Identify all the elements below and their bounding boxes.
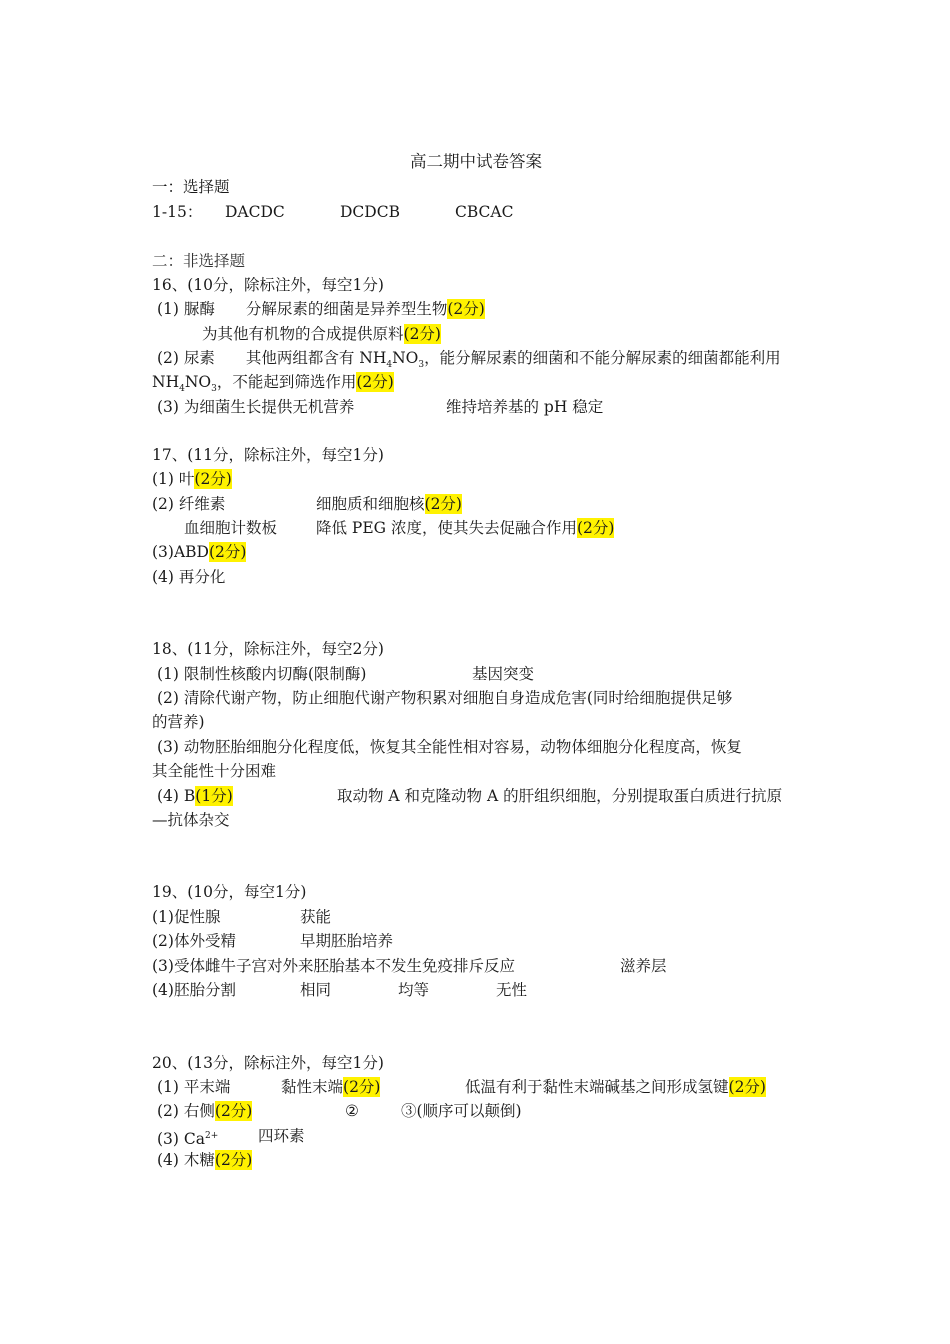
score-highlight: (2分) — [576, 519, 615, 537]
q20-part1: (1) 平末端 黏性末端(2分) 低温有利于黏性末端碱基之间形成氢键(2分) — [157, 1078, 766, 1096]
q16-part3 — [157, 396, 604, 418]
section-heading-choice: 一：选择题 — [152, 178, 230, 196]
score-highlight: (2分) — [343, 1078, 381, 1096]
score-highlight: (2分) — [214, 1102, 253, 1120]
q19-part1: (1)促性腺 获能 — [152, 908, 332, 926]
q17-part2-line2: 血细胞计数板 降低 PEG 浓度，使其失去促融合作用(2分) — [184, 519, 615, 537]
q20-part4: (4) 木糖(2分) — [157, 1151, 253, 1169]
q16-part1 — [157, 298, 485, 320]
q16-part2-line2: $NH_4NO_3$，不能起到筛选作用(2分) — [152, 373, 394, 395]
score-highlight: (2分) — [208, 543, 247, 561]
score-highlight: (1分) — [195, 787, 233, 805]
q17-part3: (3)ABD(2分) — [152, 543, 247, 561]
score-highlight: (2分) — [214, 1151, 253, 1169]
q16-p1-answer-b: 为其他有机物的合成提供原料 — [202, 325, 404, 343]
q16-p3-answer-b: 维持培养基的 pH 稳定 — [446, 398, 604, 416]
q19-header: 19、(10分，每空1分) — [152, 883, 307, 901]
score-highlight: (2分) — [424, 495, 462, 513]
q20-part2: (2) 右侧(2分) ② ③(顺序可以颠倒) — [157, 1102, 522, 1120]
q17-part2: (2) 纤维素 细胞质和细胞核(2分) — [152, 495, 462, 513]
q18-part2-line2: 的营养) — [152, 713, 205, 731]
q16-header: 16、(10分，除标注外，每空1分) — [152, 276, 384, 294]
q16-p3-answer-a: (3) 为细菌生长提供无机营养 — [157, 398, 355, 416]
q18-part4-line2: —抗体杂交 — [152, 811, 230, 829]
choice-range-label: 1-15： — [152, 203, 203, 221]
q16-part1-line2 — [202, 323, 441, 345]
q18-part3-line2: 其全能性十分困难 — [152, 762, 277, 780]
q18-part3: (3) 动物胚胎细胞分化程度低，恢复其全能性相对容易，动物体细胞分化程度高，恢复 — [157, 738, 742, 756]
page-title: 高二期中试卷答案 — [410, 152, 542, 171]
score-highlight: (2分) — [356, 373, 394, 391]
q18-part1: (1) 限制性核酸内切酶(限制酶) 基因突变 — [157, 665, 535, 683]
q16-p2-label: (2) 尿素 — [157, 349, 215, 367]
q16-p1-answer-a: 分解尿素的细菌是异养型生物 — [245, 300, 448, 318]
q16-p2-text: 其他两组都含有 $NH_4NO_3$，能分解尿素的细菌和不能分解尿素的细菌都能利用 — [245, 349, 781, 371]
choice-group-1: DACDC — [225, 203, 285, 221]
q19-part3: (3)受体雌牛子宫对外来胚胎基本不发生免疫排斥反应 滋养层 — [152, 957, 667, 975]
score-highlight: (2分) — [728, 1078, 766, 1096]
choice-answers — [152, 201, 852, 223]
q17-part4: (4) 再分化 — [152, 568, 226, 586]
score-highlight: (2分) — [447, 300, 485, 318]
q17-part1: (1) 叶(2分) — [152, 470, 232, 488]
section-heading-nonchoice: 二：非选择题 — [152, 252, 246, 270]
choice-group-3: CBCAC — [455, 203, 514, 221]
q18-part2: (2) 清除代谢产物，防止细胞代谢产物积累对细胞自身造成危害(同时给细胞提供足够 — [157, 689, 733, 707]
q17-header: 17、(11分，除标注外，每空1分) — [152, 446, 384, 464]
choice-group-2: DCDCB — [340, 203, 400, 221]
score-highlight: (2分) — [194, 470, 232, 488]
q19-part2: (2)体外受精 早期胚胎培养 — [152, 932, 394, 950]
q20-part3: (3) $Ca^{2+}$ 四环素 — [157, 1127, 305, 1149]
score-highlight: (2分) — [403, 325, 441, 343]
q16-p1-label: (1) 脲酶 — [157, 300, 215, 318]
q18-part4: (4) B(1分) 取动物 A 和克隆动物 A 的肝组织细胞，分别提取蛋白质进行抗原 — [157, 787, 783, 805]
q19-part4: (4)胚胎分割 相同 均等 无性 — [152, 981, 528, 999]
q20-header: 20、(13分，除标注外，每空1分) — [152, 1054, 384, 1072]
q18-header: 18、(11分，除标注外，每空2分) — [152, 640, 384, 658]
